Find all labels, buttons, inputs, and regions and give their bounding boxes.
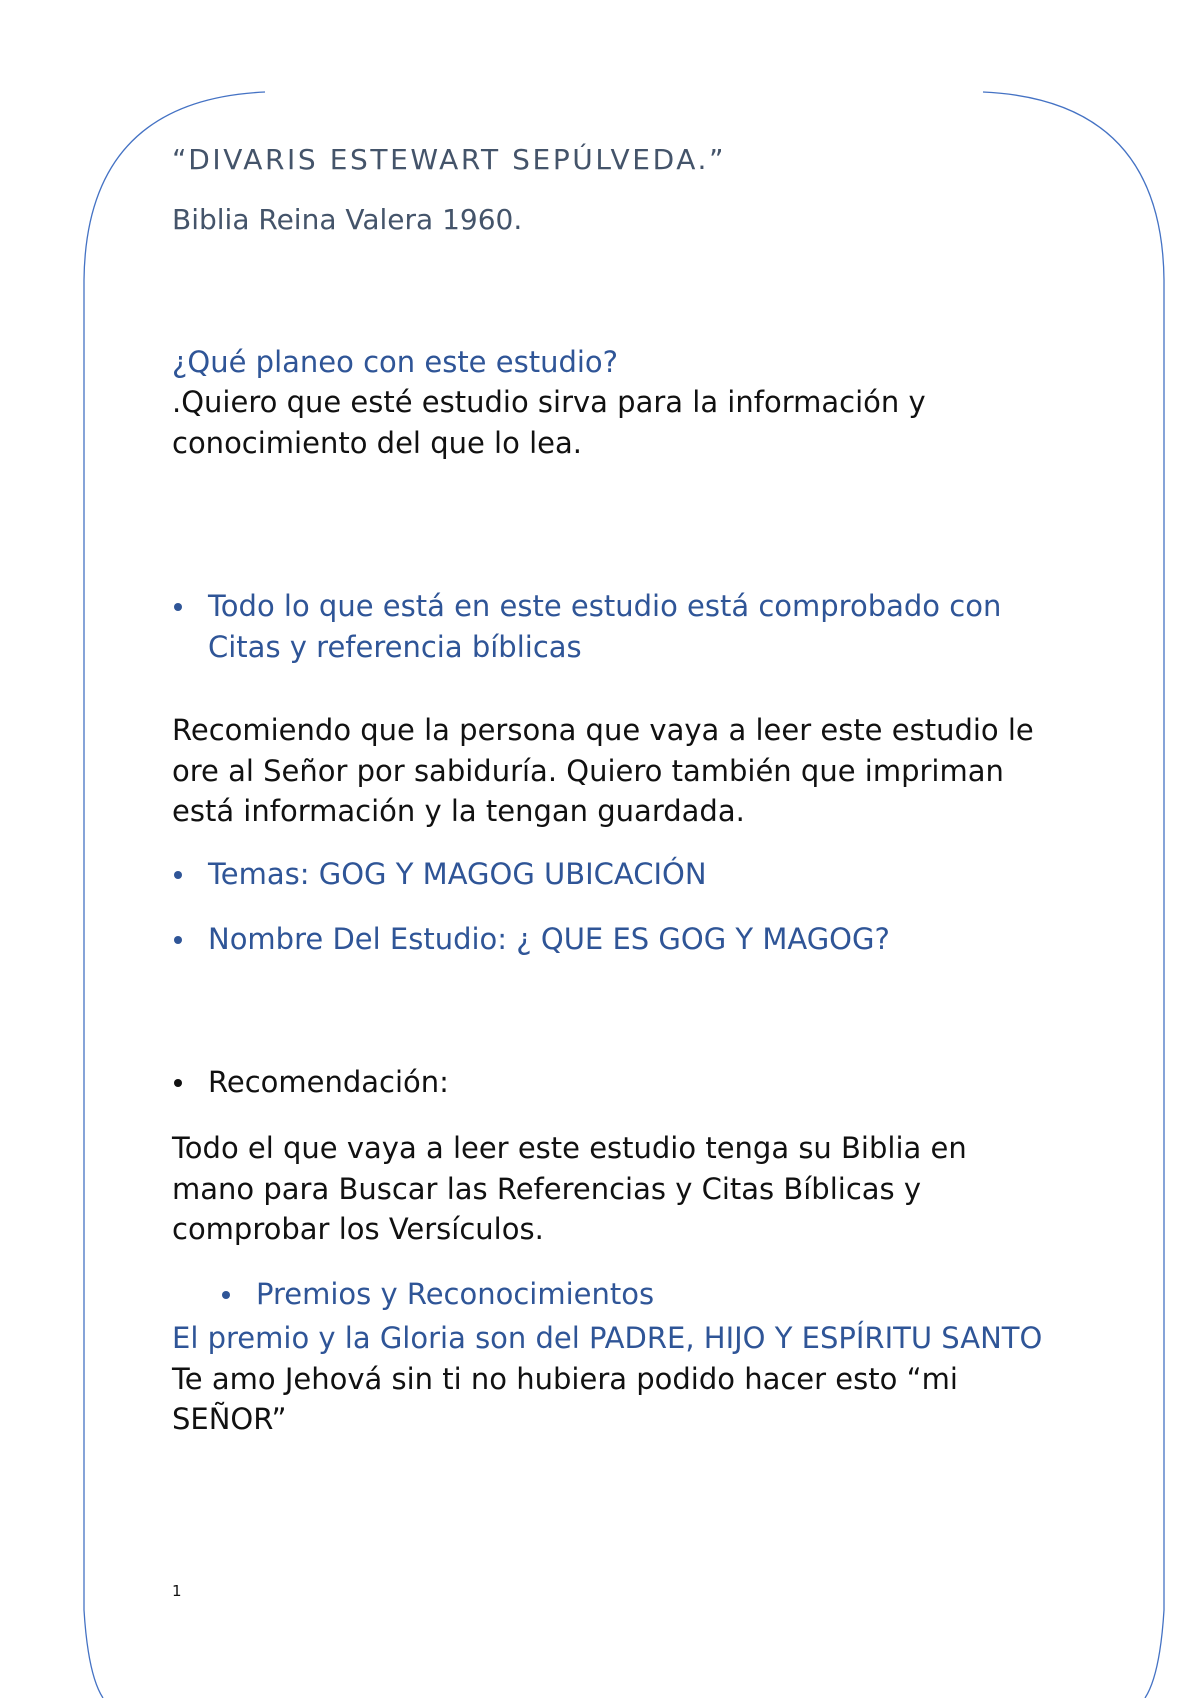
bible-paragraph: Todo el que vaya a leer este estudio tenga su Biblia en mano para Buscar las Referencias y Citas Bíblicas y comprobar los Versículos. — [172, 1131, 967, 1246]
topics-list — [172, 854, 1052, 960]
list-item-verified — [172, 586, 1052, 667]
verified-list — [172, 586, 1052, 667]
list-item-text: Temas: GOG Y MAGOG UBICACIÓN — [208, 856, 707, 891]
border-bottom-left-arc — [84, 1610, 103, 1698]
closing-line: Te amo Jehová sin ti no hubiera podido hacer esto “mi SEÑOR” — [172, 1361, 958, 1436]
list-item-topics — [172, 854, 1052, 895]
list-item-study-name — [172, 919, 1052, 960]
awards-line: El premio y la Gloria son del PADRE, HIJO Y ESPÍRITU SANTO — [172, 1321, 1043, 1355]
bullet-icon — [222, 1291, 230, 1299]
page-number: 1 — [172, 1582, 182, 1600]
bible-edition: Biblia Reina Valera 1960. — [172, 203, 523, 236]
bullet-icon — [174, 936, 182, 944]
recommendation-list — [172, 1062, 1052, 1103]
border-bottom-right-arc — [1145, 1610, 1164, 1698]
list-item-awards — [220, 1274, 1052, 1315]
purpose-paragraph: .Quiero que esté estudio sirva para la información y conocimiento del que lo lea. — [172, 385, 926, 460]
document-body — [172, 140, 1052, 1440]
list-item-text: Recomendación: — [208, 1064, 449, 1099]
list-item-text: Premios y Reconocimientos — [256, 1276, 655, 1311]
list-item-text: Todo lo que está en este estudio está comprobado con Citas y referencia bíblicas — [208, 589, 1002, 664]
recommendation-paragraph: Recomiendo que la persona que vaya a leer este estudio le ore al Señor por sabiduría. Quiero también que impriman está información y la tengan guardada. — [172, 713, 1034, 828]
question-heading: ¿Qué planeo con este estudio? — [172, 345, 619, 379]
list-item-recommendation — [172, 1062, 1052, 1103]
bullet-icon — [174, 1079, 182, 1087]
list-item-text: Nombre Del Estudio: ¿ QUE ES GOG Y MAGOG? — [208, 922, 890, 956]
bullet-icon — [174, 871, 182, 879]
bullet-icon — [174, 603, 182, 611]
awards-list — [172, 1274, 1052, 1315]
author-name: “DIVARIS ESTEWART SEPÚLVEDA.” — [172, 143, 727, 176]
